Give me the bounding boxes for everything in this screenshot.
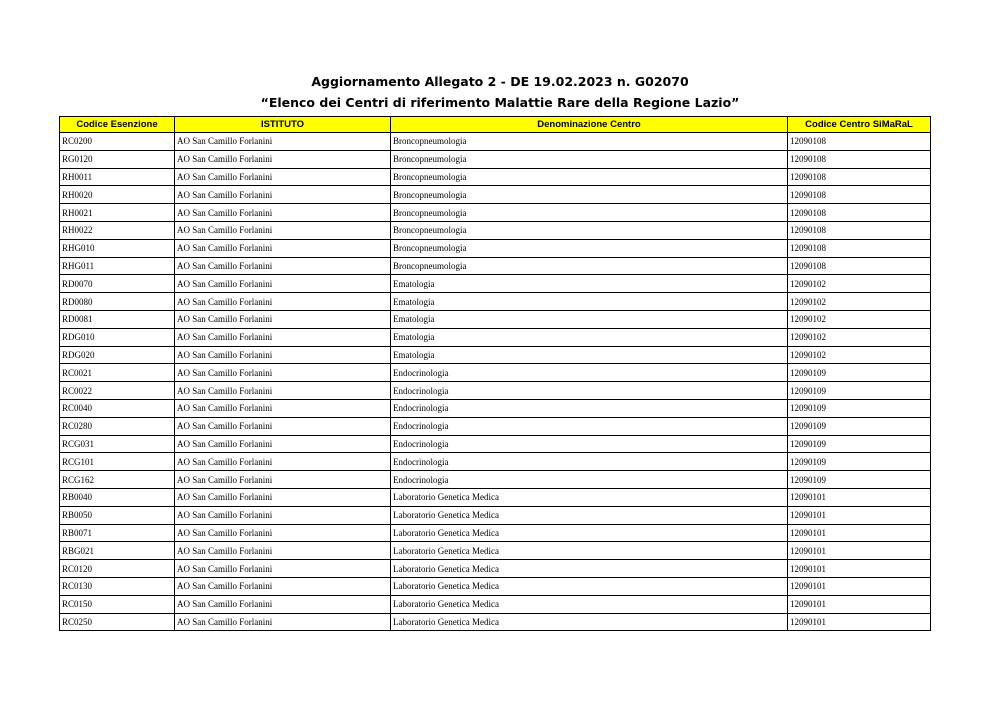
cell-codice-esenzione: RHG010 (60, 239, 175, 257)
cell-istituto: AO San Camillo Forlanini (175, 453, 391, 471)
cell-istituto: AO San Camillo Forlanini (175, 488, 391, 506)
table-row (60, 560, 931, 578)
cell-istituto: AO San Camillo Forlanini (175, 133, 391, 151)
cell-istituto: AO San Camillo Forlanini (175, 257, 391, 275)
cell-denominazione-centro: Laboratorio Genetica Medica (391, 577, 788, 595)
cell-istituto: AO San Camillo Forlanini (175, 399, 391, 417)
cell-codice-centro: 12090102 (788, 310, 931, 328)
cell-istituto: AO San Camillo Forlanini (175, 364, 391, 382)
cell-codice-centro: 12090108 (788, 168, 931, 186)
cell-codice-esenzione: RCG031 (60, 435, 175, 453)
cell-denominazione-centro: Endocrinologia (391, 382, 788, 400)
table-row (60, 257, 931, 275)
cell-codice-centro: 12090101 (788, 524, 931, 542)
cell-istituto: AO San Camillo Forlanini (175, 275, 391, 293)
cell-istituto: AO San Camillo Forlanini (175, 239, 391, 257)
cell-denominazione-centro: Endocrinologia (391, 471, 788, 489)
table-row (60, 399, 931, 417)
cell-istituto: AO San Camillo Forlanini (175, 435, 391, 453)
cell-denominazione-centro: Broncopneumologia (391, 150, 788, 168)
cell-codice-centro: 12090108 (788, 133, 931, 151)
cell-codice-centro: 12090102 (788, 293, 931, 311)
cell-istituto: AO San Camillo Forlanini (175, 560, 391, 578)
cell-denominazione-centro: Endocrinologia (391, 364, 788, 382)
table-row (60, 150, 931, 168)
table-row (60, 524, 931, 542)
cell-istituto: AO San Camillo Forlanini (175, 328, 391, 346)
table-row (60, 577, 931, 595)
table-row (60, 239, 931, 257)
cell-codice-esenzione: RC0280 (60, 417, 175, 435)
cell-codice-esenzione: RD0080 (60, 293, 175, 311)
cell-codice-centro: 12090108 (788, 186, 931, 204)
table-row (60, 613, 931, 631)
centri-table (59, 116, 931, 631)
cell-codice-centro: 12090101 (788, 542, 931, 560)
table-row (60, 133, 931, 151)
cell-denominazione-centro: Endocrinologia (391, 399, 788, 417)
cell-codice-esenzione: RC0130 (60, 577, 175, 595)
cell-denominazione-centro: Broncopneumologia (391, 257, 788, 275)
cell-codice-esenzione: RB0040 (60, 488, 175, 506)
table-row (60, 186, 931, 204)
cell-denominazione-centro: Broncopneumologia (391, 239, 788, 257)
column-header-codice-esenzione: Codice Esenzione (60, 117, 175, 133)
cell-codice-esenzione: RCG101 (60, 453, 175, 471)
cell-codice-centro: 12090108 (788, 257, 931, 275)
table-row (60, 417, 931, 435)
cell-codice-centro: 12090102 (788, 346, 931, 364)
cell-codice-esenzione: RH0022 (60, 221, 175, 239)
cell-codice-centro: 12090101 (788, 488, 931, 506)
cell-denominazione-centro: Broncopneumologia (391, 204, 788, 222)
cell-denominazione-centro: Laboratorio Genetica Medica (391, 560, 788, 578)
cell-istituto: AO San Camillo Forlanini (175, 382, 391, 400)
table-row (60, 204, 931, 222)
table-row (60, 595, 931, 613)
cell-denominazione-centro: Endocrinologia (391, 435, 788, 453)
table-row (60, 346, 931, 364)
cell-codice-esenzione: RDG010 (60, 328, 175, 346)
cell-codice-esenzione: RHG011 (60, 257, 175, 275)
table-row (60, 293, 931, 311)
table-row (60, 435, 931, 453)
cell-codice-esenzione: RC0250 (60, 613, 175, 631)
table-row (60, 328, 931, 346)
cell-codice-centro: 12090109 (788, 435, 931, 453)
table-row (60, 310, 931, 328)
cell-codice-esenzione: RB0050 (60, 506, 175, 524)
cell-istituto: AO San Camillo Forlanini (175, 346, 391, 364)
cell-codice-esenzione: RC0040 (60, 399, 175, 417)
cell-codice-esenzione: RC0200 (60, 133, 175, 151)
cell-codice-esenzione: RB0071 (60, 524, 175, 542)
cell-istituto: AO San Camillo Forlanini (175, 595, 391, 613)
table-row (60, 221, 931, 239)
cell-istituto: AO San Camillo Forlanini (175, 310, 391, 328)
cell-codice-centro: 12090101 (788, 577, 931, 595)
cell-codice-centro: 12090109 (788, 453, 931, 471)
cell-codice-esenzione: RD0070 (60, 275, 175, 293)
cell-denominazione-centro: Laboratorio Genetica Medica (391, 613, 788, 631)
table-row (60, 488, 931, 506)
cell-codice-centro: 12090102 (788, 328, 931, 346)
cell-codice-centro: 12090109 (788, 399, 931, 417)
cell-denominazione-centro: Laboratorio Genetica Medica (391, 524, 788, 542)
cell-codice-esenzione: RCG162 (60, 471, 175, 489)
table-row (60, 471, 931, 489)
table-row (60, 506, 931, 524)
cell-istituto: AO San Camillo Forlanini (175, 613, 391, 631)
cell-codice-esenzione: RG0120 (60, 150, 175, 168)
cell-codice-esenzione: RC0022 (60, 382, 175, 400)
cell-denominazione-centro: Ematologia (391, 310, 788, 328)
cell-codice-centro: 12090109 (788, 364, 931, 382)
cell-codice-centro: 12090101 (788, 560, 931, 578)
cell-denominazione-centro: Ematologia (391, 275, 788, 293)
cell-codice-centro: 12090108 (788, 204, 931, 222)
column-header-denominazione-centro: Denominazione Centro (391, 117, 788, 133)
table-body (60, 133, 931, 631)
cell-istituto: AO San Camillo Forlanini (175, 293, 391, 311)
column-header-istituto: ISTITUTO (175, 117, 391, 133)
cell-codice-centro: 12090108 (788, 239, 931, 257)
cell-codice-centro: 12090109 (788, 471, 931, 489)
cell-denominazione-centro: Broncopneumologia (391, 168, 788, 186)
cell-codice-centro: 12090101 (788, 595, 931, 613)
cell-istituto: AO San Camillo Forlanini (175, 168, 391, 186)
cell-denominazione-centro: Ematologia (391, 346, 788, 364)
cell-codice-esenzione: RDG020 (60, 346, 175, 364)
cell-denominazione-centro: Ematologia (391, 293, 788, 311)
cell-codice-centro: 12090101 (788, 613, 931, 631)
table-row (60, 542, 931, 560)
table-row (60, 382, 931, 400)
cell-denominazione-centro: Broncopneumologia (391, 133, 788, 151)
cell-istituto: AO San Camillo Forlanini (175, 186, 391, 204)
cell-denominazione-centro: Broncopneumologia (391, 221, 788, 239)
cell-istituto: AO San Camillo Forlanini (175, 577, 391, 595)
cell-codice-esenzione: RC0120 (60, 560, 175, 578)
cell-codice-esenzione: RD0081 (60, 310, 175, 328)
cell-istituto: AO San Camillo Forlanini (175, 150, 391, 168)
cell-codice-esenzione: RH0021 (60, 204, 175, 222)
cell-codice-esenzione: RC0021 (60, 364, 175, 382)
column-header-codice-centro-simaral: Codice Centro SiMaRaL (788, 117, 931, 133)
cell-codice-centro: 12090109 (788, 382, 931, 400)
table-row (60, 453, 931, 471)
table-row (60, 275, 931, 293)
cell-istituto: AO San Camillo Forlanini (175, 471, 391, 489)
cell-codice-centro: 12090108 (788, 221, 931, 239)
cell-denominazione-centro: Broncopneumologia (391, 186, 788, 204)
cell-codice-esenzione: RH0011 (60, 168, 175, 186)
cell-codice-centro: 12090109 (788, 417, 931, 435)
cell-denominazione-centro: Endocrinologia (391, 453, 788, 471)
cell-istituto: AO San Camillo Forlanini (175, 204, 391, 222)
cell-denominazione-centro: Laboratorio Genetica Medica (391, 488, 788, 506)
cell-denominazione-centro: Laboratorio Genetica Medica (391, 542, 788, 560)
cell-istituto: AO San Camillo Forlanini (175, 506, 391, 524)
cell-istituto: AO San Camillo Forlanini (175, 524, 391, 542)
cell-istituto: AO San Camillo Forlanini (175, 417, 391, 435)
cell-codice-centro: 12090108 (788, 150, 931, 168)
cell-codice-centro: 12090101 (788, 506, 931, 524)
cell-codice-centro: 12090102 (788, 275, 931, 293)
cell-denominazione-centro: Ematologia (391, 328, 788, 346)
cell-denominazione-centro: Endocrinologia (391, 417, 788, 435)
table-row (60, 168, 931, 186)
cell-istituto: AO San Camillo Forlanini (175, 542, 391, 560)
table-header-row (60, 117, 931, 133)
cell-istituto: AO San Camillo Forlanini (175, 221, 391, 239)
cell-codice-esenzione: RBG021 (60, 542, 175, 560)
cell-codice-esenzione: RH0020 (60, 186, 175, 204)
title-line-1: Aggiornamento Allegato 2 - DE 19.02.2023 n. G02070 (311, 74, 689, 89)
cell-codice-esenzione: RC0150 (60, 595, 175, 613)
table-row (60, 364, 931, 382)
cell-denominazione-centro: Laboratorio Genetica Medica (391, 595, 788, 613)
cell-denominazione-centro: Laboratorio Genetica Medica (391, 506, 788, 524)
document-title (0, 71, 1000, 113)
title-line-2: “Elenco dei Centri di riferimento Malattie Rare della Regione Lazio” (260, 95, 740, 110)
